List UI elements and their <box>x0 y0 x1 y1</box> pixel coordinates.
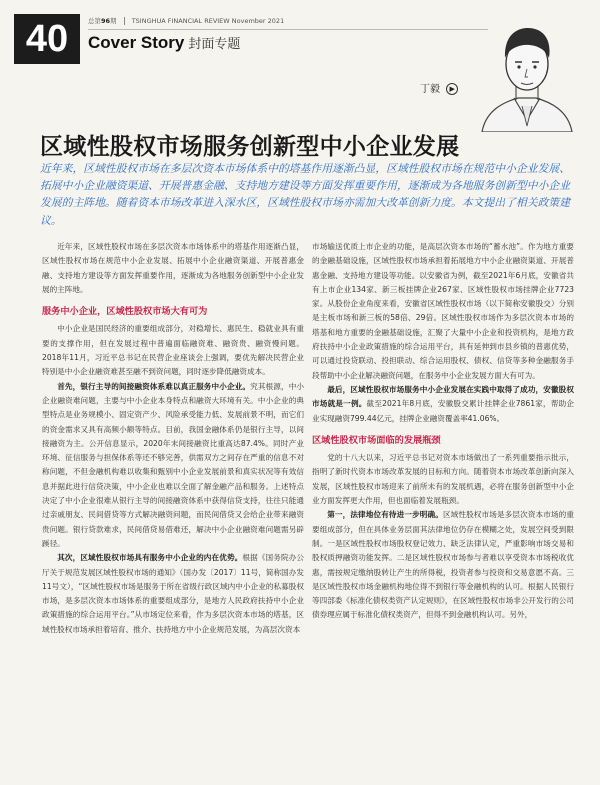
section-title <box>88 33 240 53</box>
article-lead: 近年来，区域性股权市场在多层次资本市场体系中的塔基作用逐渐凸显，区域性股权市场在规范中小企业发展、拓展中小企业融资渠道、开展普惠金融、支持地方建设等方面发挥重要作用，逐渐成为各地服务创新型中小企业发展的主阵地。随着资本市场改革进入深水区，区域性股权市场亦需加大改革创新力度。本文提出了相关政策建议。 <box>40 162 570 227</box>
issue-prefix: 总第 <box>88 17 101 25</box>
paragraph-text: 根据《国务院办公厅关于规范发展区域性股权市场的通知》（国办发〔2017〕11号，简称国办发11号文），“区域性股权市场是服务于所在省级行政区域内中小企业的私募股权市场，是多层次资本市场体系的重要组成部分，是地方人民政府扶持中小企业政策措施的综合运用平台。”从市场定位来看，作为多层次资本市场的塔基，区域性股权市场承担着培育、推介、扶持地方中小企业规范发展，为高层次资本 <box>42 553 305 634</box>
paragraph: 中小企业是国民经济的重要组成部分，对稳增长、惠民生、稳就业具有重要的支撑作用，但在发展过程中普遍面临融资难、融资贵、融资慢问题。2018年11月，习近平总书记在民营企业座谈会上强调，要优先解决民营企业特别是中小企业融资难甚至融不到资问题，同时逐步降低融资成本。 <box>42 324 304 377</box>
body-column-left <box>42 240 304 637</box>
meta-divider <box>124 17 125 25</box>
paragraph-lead-bold: 首先，银行主导的间接融资体系难以真正服务中小企业。 <box>57 381 251 391</box>
paragraph <box>42 551 304 637</box>
article-title: 区域性股权市场服务创新型中小企业发展 <box>40 134 460 160</box>
paragraph: 近年来，区域性股权市场在多层次资本市场体系中的塔基作用逐渐凸显，区域性股权市场在规范中小企业发展、拓展中小企业融资渠道、开展普惠金融、支持地方建设等方面发挥重要作用，逐渐成为各地服务创新型中小企业发展的主阵地。 <box>42 242 304 294</box>
paragraph: 党的十八大以来，习近平总书记对资本市场做出了一系列重要指示批示，指明了新时代资本市场改革发展的目标和方向。随着资本市场改革创新向深入发展，区域性股权市场迎来了前所未有的发展机遇，必将在服务创新型中小企业方面发挥更大作用，但也面临着发展瓶颈。 <box>312 453 574 506</box>
body-column-right <box>312 240 574 623</box>
issue-meta <box>88 14 284 28</box>
paragraph-text: 截至2021年8月底，安徽股交累计挂牌企业7861家，帮助企业实现融资799.44亿元，挂牌企业融资覆盖率41.06%。 <box>312 399 574 423</box>
section-title-zh: 封面专题 <box>188 36 241 51</box>
paragraph <box>312 383 574 426</box>
paragraph-lead-bold: 其次，区域性股权市场具有服务中小企业的内在优势。 <box>57 553 243 563</box>
author-portrait <box>468 14 586 132</box>
section-heading: 服务中小企业，区域性股权市场大有可为 <box>42 306 208 318</box>
paragraph <box>42 380 304 552</box>
author-byline <box>420 80 458 95</box>
section-heading: 区域性股权市场面临的发展瓶颈 <box>312 434 441 446</box>
paragraph: 市场输送优质上市企业的功能，是高层次资本市场的“蓄水池”。作为地方重要的金融基础设施，区域性股权市场承担着拓展地方中小企业融资渠道、开展普惠金融、支持地方建设等功能。以安徽省为例，截至2021年6月底，安徽省共有上市企业134家、新三板挂牌企业267家、区域性股权市场挂牌企业7723家。从股份企业角度来看，安徽省区域性股权市场（以下简称安徽股交）分别是主板市场和新三板的58倍、29倍。区域性股权市场作为多层次资本市场的塔基和地方重要的金融基础设施，汇聚了大量中小企业和投资机构，是地方政府扶持中小企业政策措施的综合运用平台，具有延伸到市县乡镇的普惠优势，可以通过投贷联动、投担联动、综合运用股权、债权、信贷等多种金融服务手段帮助中小企业解决融资问题，在服务中小企业发展方面大有可为。 <box>312 242 574 380</box>
issue-number: 96 <box>101 17 111 25</box>
arrow-right-icon: ▶ <box>446 83 458 95</box>
paragraph-text: 区域性股权市场是多层次资本市场的重要组成部分，但在具体业务层面其法律地位仍存在模糊之处，发展空间受到限制。一是区域性股权市场股权登记效力、缺乏法律认定，严重影响市场交易和股权质押融资功能发挥。二是区域性股权市场参与者难以享受资本市场税收优惠，需按规定缴纳股转让产生的所得税，投资者参与投资和交易意愿不高。三是区域性股权市场金融机构地位得不到银行等金融机构的认可。根据人民银行等四部委《标准化债权类资产认定规则》，在区域性股权市场非公开发行的公司债券理应属于标准化债权类资产，但得不到金融机构认可。另外， <box>312 510 574 620</box>
paragraph <box>312 508 574 622</box>
paragraph-lead-bold: 第一，法律地位有待进一步明确。 <box>327 510 443 520</box>
paragraph-text: 究其根源，中小企业融资难问题，主要与中小企业本身特点和融资大环境有关。中小企业的典型特点是业务规模小、固定资产少、风险承受能力低、发展前景不明，而它们的资金需求又具有高频小额等特点。目前，我国金融体系仍是银行主导，以间接融资为主。公开信息显示，2020年末间接融资比重高达87.4%。同时产业环境、征信服务与担保体系等还不够完善，供需双方之间存在严重的信息不对称问题，不但金融机构难以收集和甄别中小企业发展前景和真实状况等有效信息并据此进行信贷决策，中小企业也难以全面了解金融产品和服务。上述特点决定了中小企业很难从银行主导的间接融资体系中获得信贷支持，往往只能通过亲戚朋友、民间借贷等方式解决融资问题，而民间借贷又会给企业带来融资贵问题。银行贷款难求，民间借贷易借难还，解决中小企业融资难问题需另辟蹊径。 <box>42 381 305 548</box>
issue-suffix: 期 <box>110 17 117 25</box>
journal-name: TSINGHUA FINANCIAL REVIEW November 2021 <box>131 17 285 25</box>
author-name: 丁毅 <box>420 84 440 95</box>
page-number: 40 <box>14 14 80 64</box>
header-rule <box>88 29 488 30</box>
section-title-en: Cover Story <box>88 33 185 52</box>
paragraph-lead-bold: 最后，区域性股权市场服务中小企业发展在实践中取得了成功，安徽股权市场就是一例。 <box>312 384 574 409</box>
